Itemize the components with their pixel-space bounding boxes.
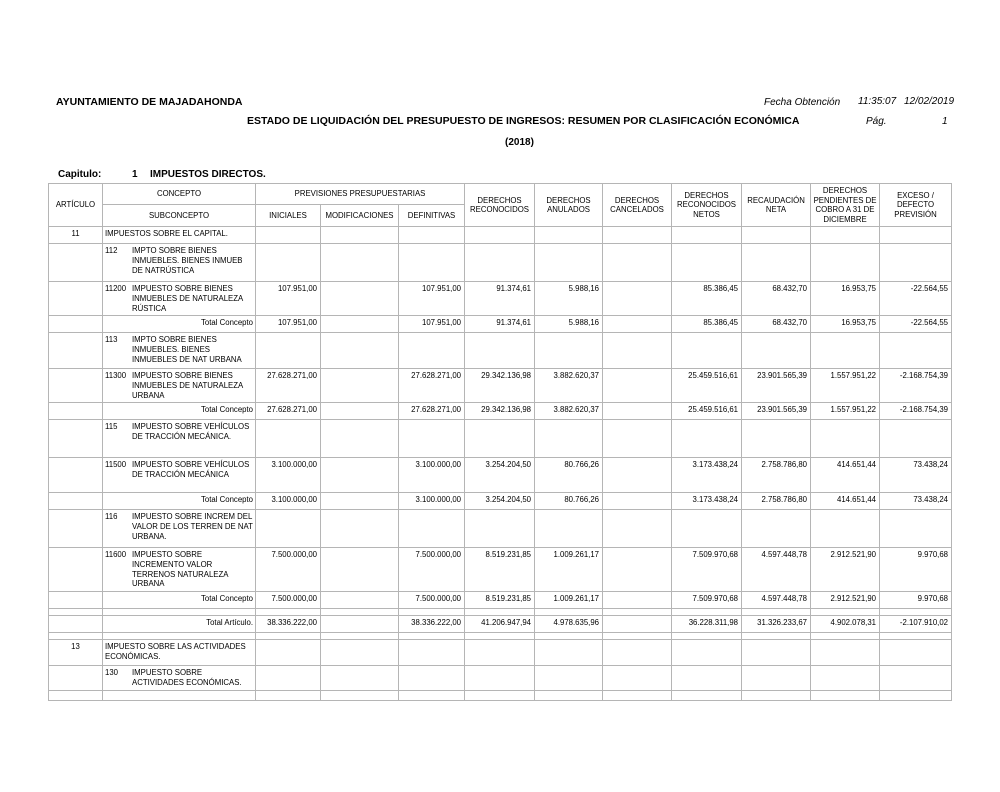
table-row [49,458,952,493]
cell-anulados: 80.766,26 [535,458,603,493]
cell-netos: 25.459.516,61 [672,403,742,420]
cell-anulados: 80.766,26 [535,493,603,510]
concept-desc: IMPUESTO SOBRE ACTIVIDADES ECONÓMICAS. [132,668,242,687]
fecha-label: Fecha Obtención [764,97,841,108]
cell-anulados: 1.009.261,17 [535,592,603,609]
subconcept-code: 11300 [105,371,127,381]
subconcept-code: 11500 [105,460,127,470]
cell-exceso: -22.564,55 [880,316,952,333]
cell-modificaciones [321,592,399,609]
concept-code: 113 [105,335,118,345]
cell-pendientes: 1.557.951,22 [811,369,880,403]
date-value: 12/02/2019 [904,96,955,107]
report-year: (2018) [505,137,534,148]
page-number: 1 [942,116,948,127]
cell-netos: 3.173.438,24 [672,458,742,493]
total-label: Total Concepto [103,493,256,510]
cell-pendientes: 414.651,44 [811,458,880,493]
cell-anulados: 4.978.635,96 [535,616,603,633]
total-label: Total Concepto [103,592,256,609]
table-row [49,690,952,700]
table-row [49,633,952,640]
total-label: Total Concepto [103,316,256,333]
cell-pendientes: 2.912.521,90 [811,548,880,592]
subconcept-desc: IMPUESTO SOBRE VEHÍCULOS DE TRACCIÓN MECÁNICA [132,460,250,479]
cell-reconocidos: 29.342.136,98 [465,369,535,403]
cell-recaudacion: 68.432,70 [742,282,811,316]
cell-cancelados [603,592,672,609]
cell-reconocidos: 3.254.204,50 [465,458,535,493]
cell-netos: 85.386,45 [672,316,742,333]
cell-netos: 3.173.438,24 [672,493,742,510]
subconcept-desc: IMPUESTO SOBRE INCREMENTO VALOR TERRENOS NATURALEZA URBANA [132,550,229,589]
cell-exceso: 73.438,24 [880,493,952,510]
table-row [49,227,952,244]
subconcept-code: 11200 [105,284,127,294]
cell-definitivas: 7.500.000,00 [399,592,465,609]
table-row [49,316,952,333]
cell-cancelados [603,369,672,403]
subconcept-code: 11600 [105,550,127,560]
cell-iniciales: 3.100.000,00 [256,493,321,510]
cell-recaudacion: 4.597.448,78 [742,548,811,592]
cell-iniciales: 27.628.271,00 [256,403,321,420]
table-row [49,244,952,282]
cell-exceso: 9.970,68 [880,592,952,609]
cell-reconocidos: 91.374,61 [465,282,535,316]
cell-reconocidos: 41.206.947,94 [465,616,535,633]
cell-iniciales: 7.500.000,00 [256,592,321,609]
col-anulados: DERECHOS ANULADOS [535,184,603,227]
cell-definitivas: 38.336.222,00 [399,616,465,633]
col-reconocidos: DERECHOS RECONOCIDOS [465,184,535,227]
cell-modificaciones [321,548,399,592]
concept-code: 115 [105,422,118,432]
table-row [49,510,952,548]
article-code: 11 [49,227,103,244]
table-row [49,666,952,690]
table-row [49,333,952,369]
col-iniciales: INICIALES [256,205,321,227]
cell-anulados: 3.882.620,37 [535,369,603,403]
chapter-number: 1 [132,169,138,180]
cell-pendientes: 2.912.521,90 [811,592,880,609]
cell-recaudacion: 68.432,70 [742,316,811,333]
cell-exceso: -2.168.754,39 [880,403,952,420]
chapter-label: Capitulo: [58,169,102,180]
table-row [49,493,952,510]
cell-recaudacion: 2.758.786,80 [742,458,811,493]
cell-recaudacion: 4.597.448,78 [742,592,811,609]
report-title: ESTADO DE LIQUIDACIÓN DEL PRESUPUESTO DE INGRESOS: RESUMEN POR CLASIFICACIÓN ECONÓMICA [247,115,800,127]
cell-modificaciones [321,282,399,316]
time-value: 11:35:07 [858,96,897,107]
cell-cancelados [603,548,672,592]
cell-netos: 36.228.311,98 [672,616,742,633]
cell-anulados: 1.009.261,17 [535,548,603,592]
cell-recaudacion: 2.758.786,80 [742,493,811,510]
cell-reconocidos: 29.342.136,98 [465,403,535,420]
concept-desc: IMPTO SOBRE BIENES INMUEBLES. BIENES INMUEB DE NATRÚSTICA [132,246,243,275]
cell-definitivas: 107.951,00 [399,282,465,316]
col-previsiones: PREVISIONES PRESUPUESTARIAS [256,184,465,205]
article-code: 13 [49,640,103,666]
table-row [49,616,952,633]
table-row [49,548,952,592]
concept-desc: IMPUESTO SOBRE VEHÍCULOS DE TRACCIÓN MECÁNICA. [132,422,250,441]
cell-modificaciones [321,458,399,493]
article-desc: IMPUESTO SOBRE LAS ACTIVIDADES ECONÓMICAS. [103,640,256,666]
cell-pendientes: 1.557.951,22 [811,403,880,420]
table-row [49,609,952,616]
cell-modificaciones [321,403,399,420]
col-articulo: ARTÍCULO [49,184,103,227]
cell-recaudacion: 23.901.565,39 [742,403,811,420]
cell-reconocidos: 8.519.231,85 [465,548,535,592]
subconcept-desc: IMPUESTO SOBRE BIENES INMUEBLES DE NATURALEZA RÚSTICA [132,284,243,313]
cell-cancelados [603,282,672,316]
col-definitivas: DEFINITIVAS [399,205,465,227]
cell-modificaciones [321,616,399,633]
cell-cancelados [603,493,672,510]
col-pendientes: DERECHOS PENDIENTES DE COBRO A 31 DE DICIEMBRE [811,184,880,227]
cell-netos: 7.509.970,68 [672,592,742,609]
cell-recaudacion: 31.326.233,67 [742,616,811,633]
cell-definitivas: 7.500.000,00 [399,548,465,592]
cell-reconocidos: 3.254.204,50 [465,493,535,510]
cell-iniciales: 7.500.000,00 [256,548,321,592]
total-label: Total Concepto [103,403,256,420]
cell-iniciales: 3.100.000,00 [256,458,321,493]
cell-pendientes: 16.953,75 [811,282,880,316]
table-row [49,592,952,609]
cell-modificaciones [321,316,399,333]
col-exceso: EXCESO / DEFECTO PREVISIÓN [880,184,952,227]
cell-iniciales: 27.628.271,00 [256,369,321,403]
cell-exceso: -22.564,55 [880,282,952,316]
entity-name: AYUNTAMIENTO DE MAJADAHONDA [56,96,243,108]
cell-recaudacion: 23.901.565,39 [742,369,811,403]
cell-reconocidos: 8.519.231,85 [465,592,535,609]
cell-iniciales: 107.951,00 [256,316,321,333]
cell-cancelados [603,403,672,420]
cell-cancelados [603,616,672,633]
cell-netos: 7.509.970,68 [672,548,742,592]
concept-code: 130 [105,668,119,678]
col-recaudacion: RECAUDACIÓN NETA [742,184,811,227]
cell-definitivas: 3.100.000,00 [399,458,465,493]
col-subconcepto: SUBCONCEPTO [103,205,256,227]
cell-exceso: 9.970,68 [880,548,952,592]
table-row [49,640,952,666]
cell-definitivas: 107.951,00 [399,316,465,333]
cell-anulados: 5.988,16 [535,282,603,316]
col-cancelados: DERECHOS CANCELADOS [603,184,672,227]
table-row [49,369,952,403]
table-row [49,403,952,420]
col-netos: DERECHOS RECONOCIDOS NETOS [672,184,742,227]
total-article-label: Total Artículo. [103,616,256,633]
subconcept-desc: IMPUESTO SOBRE BIENES INMUEBLES DE NATURALEZA URBANA [132,371,243,400]
cell-definitivas: 3.100.000,00 [399,493,465,510]
cell-exceso: 73.438,24 [880,458,952,493]
col-concepto: CONCEPTO [103,184,256,205]
cell-definitivas: 27.628.271,00 [399,369,465,403]
concept-desc: IMPUESTO SOBRE INCREM DEL VALOR DE LOS TERREN DE NAT URBANA. [132,512,253,541]
cell-pendientes: 414.651,44 [811,493,880,510]
cell-modificaciones [321,493,399,510]
cell-netos: 25.459.516,61 [672,369,742,403]
cell-anulados: 3.882.620,37 [535,403,603,420]
cell-iniciales: 107.951,00 [256,282,321,316]
cell-cancelados [603,458,672,493]
table-row [49,282,952,316]
cell-exceso: -2.168.754,39 [880,369,952,403]
page-label: Pág. [866,116,887,127]
concept-code: 116 [105,512,118,522]
cell-modificaciones [321,369,399,403]
cell-cancelados [603,316,672,333]
cell-definitivas: 27.628.271,00 [399,403,465,420]
cell-reconocidos: 91.374,61 [465,316,535,333]
col-modificaciones: MODIFICACIONES [321,205,399,227]
table-row [49,420,952,458]
cell-netos: 85.386,45 [672,282,742,316]
budget-table [48,183,952,701]
concept-code: 112 [105,246,118,256]
cell-exceso: -2.107.910,02 [880,616,952,633]
cell-pendientes: 16.953,75 [811,316,880,333]
article-desc: IMPUESTOS SOBRE EL CAPITAL. [103,227,256,244]
cell-anulados: 5.988,16 [535,316,603,333]
concept-desc: IMPTO SOBRE BIENES INMUEBLES. BIENES INMUEBLES DE NAT URBANA [132,335,242,364]
cell-iniciales: 38.336.222,00 [256,616,321,633]
chapter-name: IMPUESTOS DIRECTOS. [150,169,266,180]
cell-pendientes: 4.902.078,31 [811,616,880,633]
